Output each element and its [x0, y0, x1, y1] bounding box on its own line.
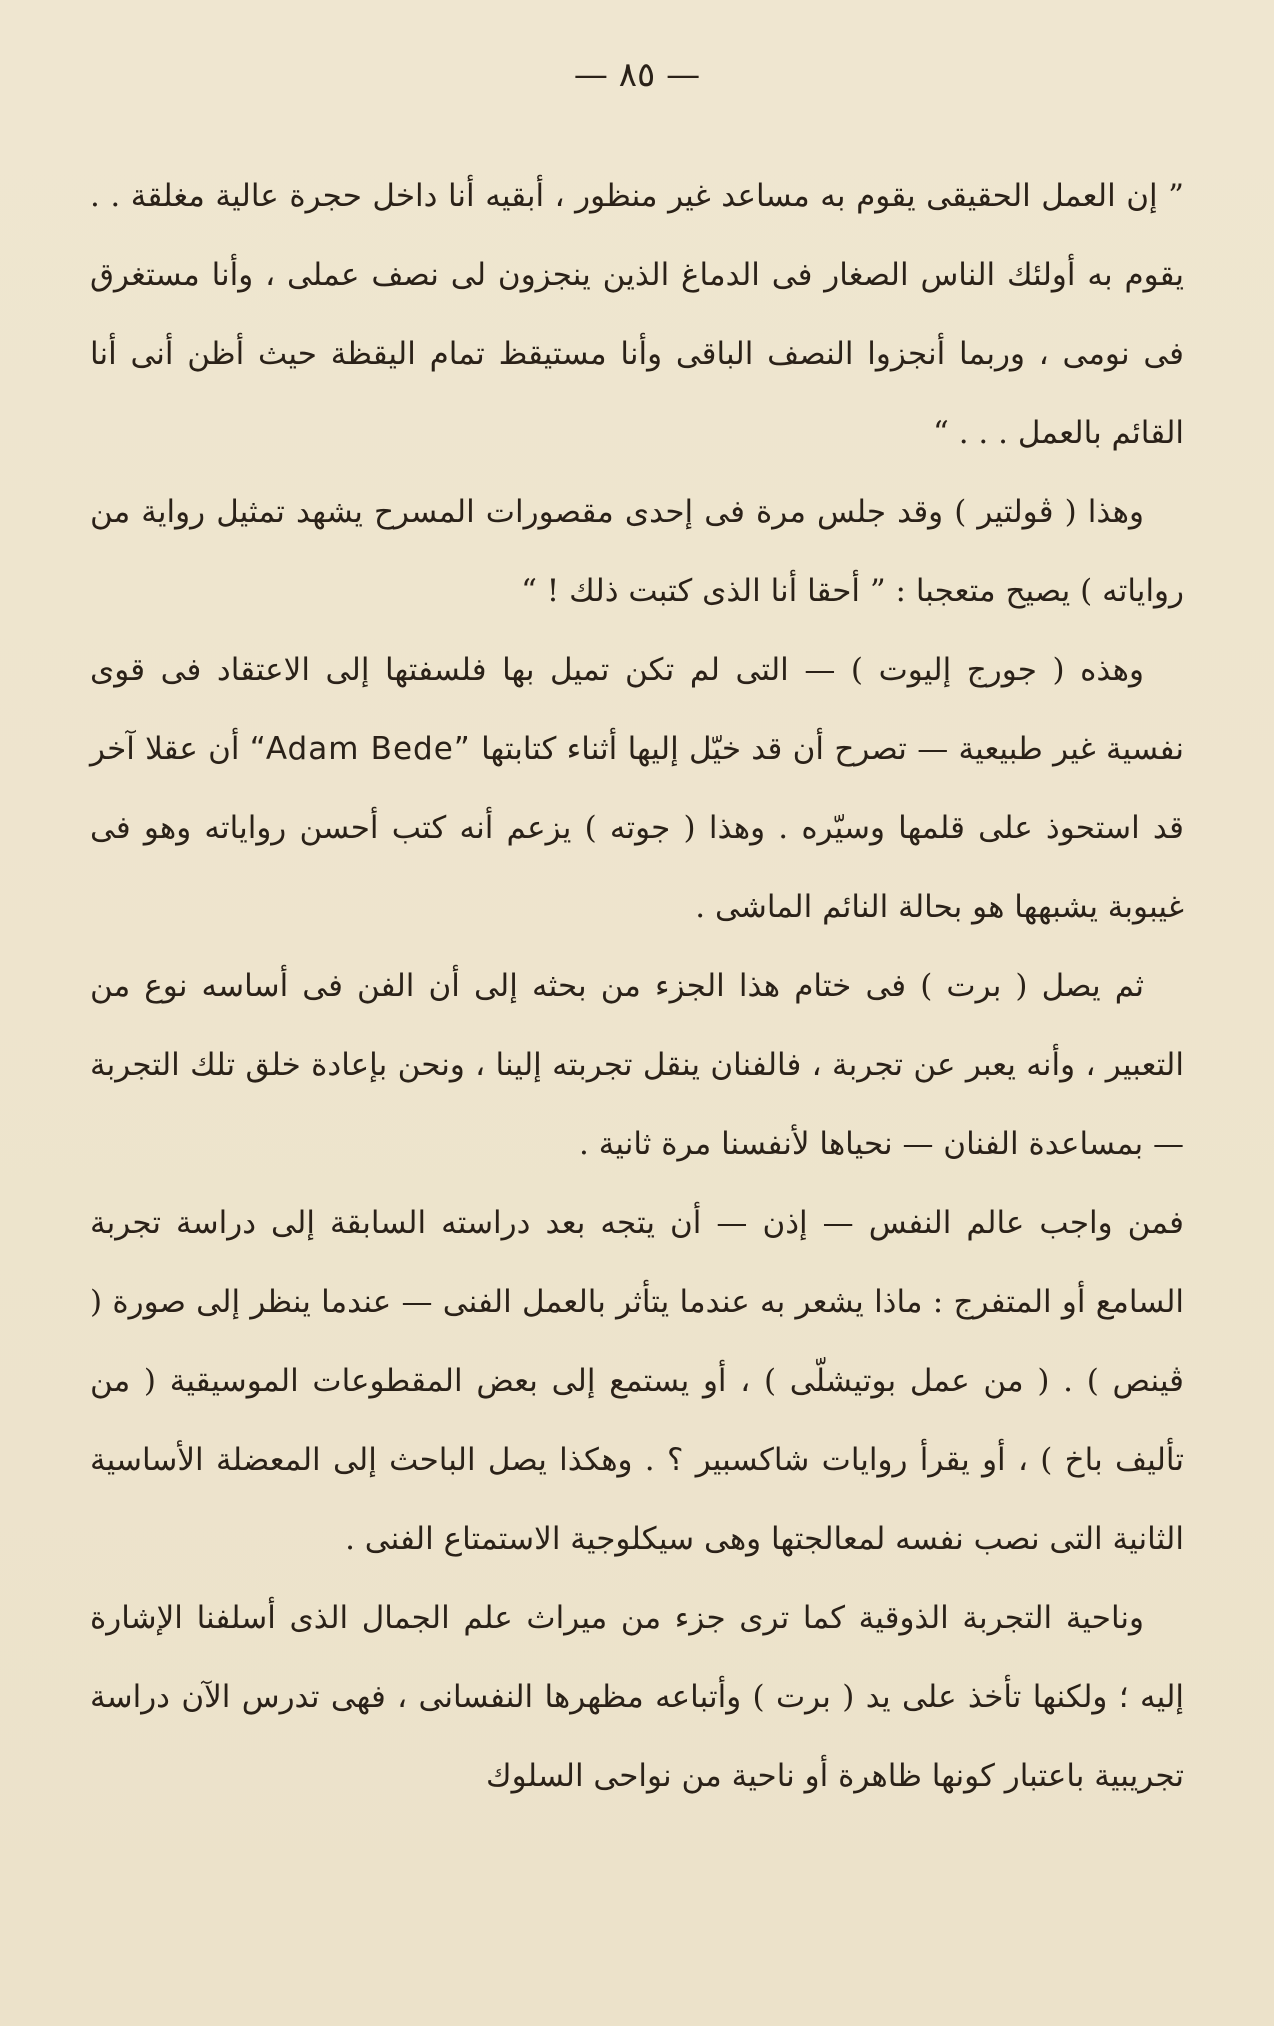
page-body: [90, 157, 1184, 1816]
paragraph-text: وهذا ( ڤولتير ) وقد جلس مرة فى إحدى مقصورات المسرح يشهد تمثيل رواية من رواياته ) يصيح متعجبا : ” أحقا أنا الذى كتبت ذلك ! “: [90, 494, 1184, 609]
paragraph-text: وناحية التجربة الذوقية كما ترى جزء من ميراث علم الجمال الذى أسلفنا الإشارة إليه ؛ ولكنها تأخذ على يد ( برت ) وأتباعه مظهرها النفسانى ، فهى تدرس الآن دراسة تجريبية باعتبار كونها ظاهرة أو ناحية من نواحى السلوك: [90, 1600, 1184, 1794]
paragraph-quote: [90, 157, 1184, 473]
paragraph-text: ” إن العمل الحقيقى يقوم به مساعد غير منظور ، أبقيه أنا داخل حجرة عالية مغلقة . . يقوم به أولئك الناس الصغار فى الدماغ الذين ينجزون لى نصف عملى ، وأنا مستغرق فى نومى ، وربما أنجزوا النصف الباقى وأنا مستيقظ تمام اليقظة حيث أظن أنى أنا القائم بالعمل . . . “: [90, 178, 1184, 451]
paragraph-text: ثم يصل ( برت ) فى ختام هذا الجزء من بحثه إلى أن الفن فى أساسه نوع من التعبير ، وأنه يعبر عن تجربة ، فالفنان ينقل تجربته إلينا ، ونحن بإعادة خلق تلك التجربة — بمساعدة الفنان — نحياها لأنفسنا مرة ثانية .: [90, 968, 1184, 1162]
paragraph-text: فمن واجب عالم النفس — إذن — أن يتجه بعد دراسته السابقة إلى دراسة تجربة السامع أو المتفرج : ماذا يشعر به عندما يتأثر بالعمل الفنى — عندما ينظر إلى صورة ( ڤينص ) . ( من عمل بوتيشلّى ) ، أو يستمع إلى بعض المقطوعات الموسيقية ( من تأليف باخ ) ، أو يقرأ روايات شاكسبير ؟ . وهكذا يصل الباحث إلى المعضلة الأساسية الثانية التى نصب نفسه لمعالجتها وهى سيكلوجية الاستمتاع الفنى .: [90, 1205, 1184, 1557]
paragraph-voltaire: [90, 473, 1184, 631]
paragraph-george-eliot: [90, 631, 1184, 947]
page-number: — ٨٥ —: [573, 55, 701, 95]
paragraph-burt-conclusion: [90, 947, 1184, 1184]
paragraph-text: وهذه ( جورج إليوت ) — التى لم تكن تميل بها فلسفتها إلى الاعتقاد فى قوى نفسية غير طبيعية — تصرح أن قد خيّل إليها أثناء كتابتها: [90, 652, 1184, 767]
paragraph-aesthetic-experience: [90, 1579, 1184, 1816]
book-title-latin: “Adam Bede”: [249, 731, 471, 767]
paragraph-psychologist-duty: [90, 1184, 1184, 1579]
paragraph-text: أن عقلا آخر قد استحوذ على قلمها وسيّره . وهذا ( جوته ) يزعم أنه كتب أحسن رواياته وهو فى غيبوبة يشبهها هو بحالة النائم الماشى .: [90, 731, 1184, 925]
